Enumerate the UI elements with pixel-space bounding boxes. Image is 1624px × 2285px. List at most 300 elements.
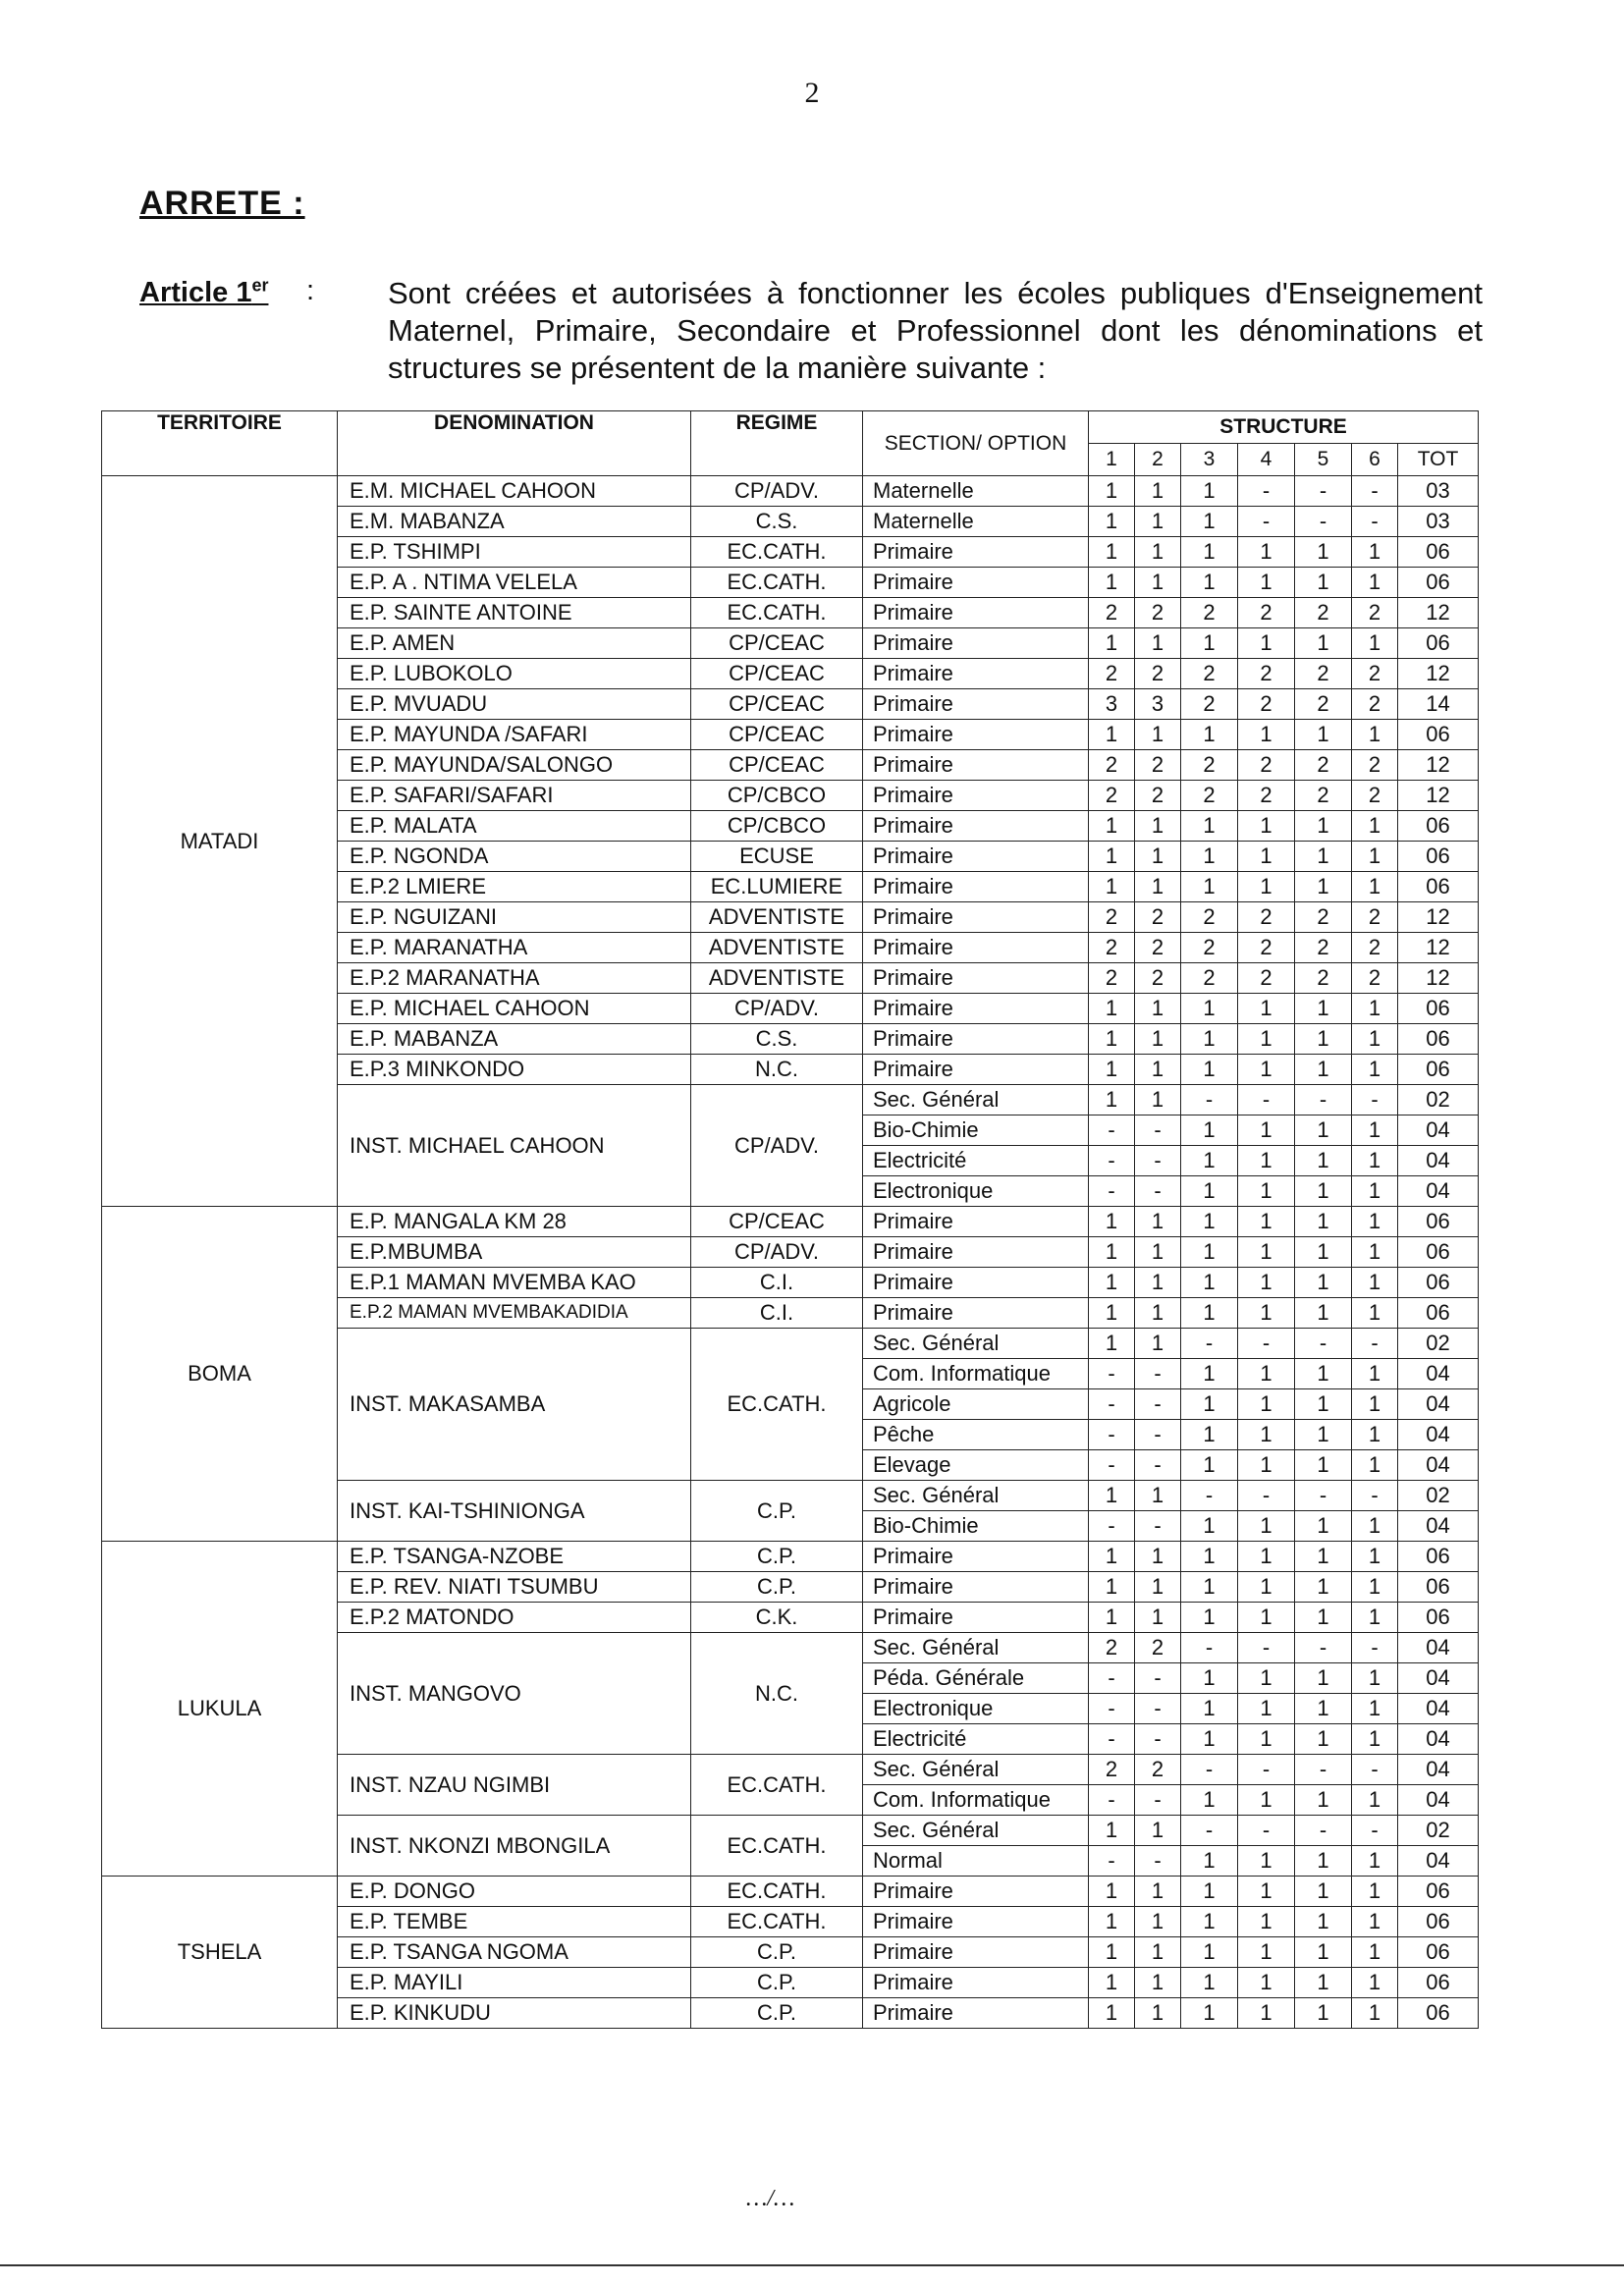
structure-year-cell: - [1295,1085,1352,1115]
structure-year-cell: 2 [1135,933,1181,963]
structure-year-cell: 1 [1089,1572,1135,1603]
structure-year-cell: 1 [1352,1846,1398,1877]
structure-year-cell: 1 [1238,1998,1295,2029]
school-name-cell: E.P. TSHIMPI [338,537,691,568]
structure-year-cell: 1 [1181,1055,1238,1085]
regime-cell: EC.CATH. [691,1329,863,1481]
table-row [102,1877,1479,1907]
total-cell: 06 [1398,568,1479,598]
section-option-cell: Electronique [863,1694,1089,1724]
structure-year-cell: 1 [1135,476,1181,507]
structure-year-cell: 1 [1181,537,1238,568]
structure-year-cell: 2 [1135,659,1181,689]
structure-year-cell: 1 [1181,1937,1238,1968]
structure-year-cell: 2 [1352,659,1398,689]
structure-year-cell: 1 [1352,1024,1398,1055]
structure-year-cell: 1 [1181,1694,1238,1724]
structure-year-cell: 1 [1181,1846,1238,1877]
structure-year-cell: 2 [1352,750,1398,781]
structure-year-cell: 1 [1181,872,1238,902]
structure-year-cell: 1 [1089,1907,1135,1937]
structure-year-cell: 1 [1238,568,1295,598]
header-year-5: 5 [1295,444,1352,476]
school-name-cell: INST. NKONZI MBONGILA [338,1816,691,1877]
section-option-cell: Primaire [863,811,1089,842]
regime-cell: CP/CEAC [691,750,863,781]
total-cell: 06 [1398,628,1479,659]
structure-year-cell: 1 [1089,994,1135,1024]
structure-year-cell: - [1352,476,1398,507]
structure-year-cell: 1 [1352,1877,1398,1907]
total-cell: 03 [1398,476,1479,507]
structure-year-cell: 1 [1089,842,1135,872]
structure-year-cell: 1 [1135,1055,1181,1085]
school-name-cell: INST. MAKASAMBA [338,1329,691,1481]
section-option-cell: Primaire [863,537,1089,568]
total-cell: 06 [1398,720,1479,750]
total-cell: 04 [1398,1420,1479,1450]
school-name-cell: E.P. DONGO [338,1877,691,1907]
structure-year-cell: - [1135,1389,1181,1420]
regime-cell: EC.CATH. [691,598,863,628]
header-year-2: 2 [1135,444,1181,476]
structure-year-cell: 1 [1238,1207,1295,1237]
structure-year-cell: 1 [1238,1603,1295,1633]
structure-year-cell: - [1089,1785,1135,1816]
structure-year-cell: 1 [1238,1268,1295,1298]
structure-year-cell: - [1238,1816,1295,1846]
header-territoire: TERRITOIRE [102,411,338,476]
structure-year-cell: 2 [1181,781,1238,811]
header-year-1: 1 [1089,444,1135,476]
structure-year-cell: 1 [1295,1389,1352,1420]
regime-cell: CP/ADV. [691,476,863,507]
structure-year-cell: 2 [1181,659,1238,689]
structure-year-cell: 1 [1089,1207,1135,1237]
structure-year-cell: 1 [1135,1329,1181,1359]
regime-cell: EC.CATH. [691,568,863,598]
structure-year-cell: 1 [1089,1237,1135,1268]
structure-year-cell: 1 [1181,842,1238,872]
structure-year-cell: 1 [1352,1298,1398,1329]
structure-year-cell: 1 [1181,1572,1238,1603]
structure-year-cell: 1 [1089,1998,1135,2029]
structure-year-cell: 2 [1181,598,1238,628]
structure-year-cell: 1 [1089,1085,1135,1115]
school-name-cell: E.P. MABANZA [338,1024,691,1055]
total-cell: 12 [1398,933,1479,963]
structure-year-cell: 2 [1238,659,1295,689]
structure-year-cell: 1 [1238,720,1295,750]
total-cell: 06 [1398,1968,1479,1998]
header-total: TOT [1398,444,1479,476]
school-name-cell: E.P.2 LMIERE [338,872,691,902]
total-cell: 06 [1398,1237,1479,1268]
structure-year-cell: - [1295,1816,1352,1846]
structure-year-cell: 1 [1238,872,1295,902]
structure-year-cell: 1 [1352,1176,1398,1207]
structure-year-cell: 1 [1089,1877,1135,1907]
school-name-cell: E.P. A . NTIMA VELELA [338,568,691,598]
structure-year-cell: - [1352,1329,1398,1359]
section-option-cell: Primaire [863,872,1089,902]
structure-year-cell: 1 [1352,1389,1398,1420]
structure-year-cell: 1 [1238,1907,1295,1937]
structure-year-cell: 1 [1135,568,1181,598]
structure-year-cell: - [1181,1481,1238,1511]
structure-year-cell: 1 [1181,1907,1238,1937]
structure-year-cell: 1 [1352,1572,1398,1603]
structure-year-cell: 1 [1295,1542,1352,1572]
regime-cell: ADVENTISTE [691,963,863,994]
regime-cell: CP/CEAC [691,720,863,750]
structure-year-cell: 1 [1181,1024,1238,1055]
structure-year-cell: 2 [1135,1633,1181,1663]
structure-year-cell: 2 [1089,963,1135,994]
section-option-cell: Primaire [863,994,1089,1024]
total-cell: 06 [1398,1603,1479,1633]
structure-year-cell: 1 [1181,1420,1238,1450]
structure-year-cell: 1 [1135,1907,1181,1937]
structure-year-cell: - [1135,1663,1181,1694]
total-cell: 04 [1398,1633,1479,1663]
structure-year-cell: 1 [1089,1816,1135,1846]
structure-year-cell: 1 [1135,1572,1181,1603]
structure-year-cell: 1 [1089,1024,1135,1055]
structure-year-cell: 1 [1181,628,1238,659]
section-option-cell: Primaire [863,628,1089,659]
structure-year-cell: - [1089,1359,1135,1389]
structure-year-cell: 1 [1352,720,1398,750]
section-option-cell: Sec. Général [863,1481,1089,1511]
structure-year-cell: - [1238,507,1295,537]
regime-cell: EC.CATH. [691,537,863,568]
total-cell: 04 [1398,1359,1479,1389]
total-cell: 06 [1398,1024,1479,1055]
structure-year-cell: 2 [1352,781,1398,811]
section-option-cell: Sec. Général [863,1085,1089,1115]
total-cell: 04 [1398,1785,1479,1816]
section-option-cell: Primaire [863,568,1089,598]
structure-year-cell: 1 [1181,1176,1238,1207]
school-name-cell: E.P. TSANGA NGOMA [338,1937,691,1968]
structure-year-cell: - [1135,1694,1181,1724]
school-name-cell: E.P.2 MATONDO [338,1603,691,1633]
structure-year-cell: 2 [1238,689,1295,720]
school-name-cell: E.P. MAYUNDA/SALONGO [338,750,691,781]
structure-year-cell: 2 [1352,598,1398,628]
structure-year-cell: 1 [1295,1724,1352,1755]
total-cell: 04 [1398,1694,1479,1724]
structure-year-cell: - [1352,1633,1398,1663]
school-name-cell: E.P. NGONDA [338,842,691,872]
structure-year-cell: 1 [1089,1481,1135,1511]
total-cell: 06 [1398,994,1479,1024]
section-option-cell: Primaire [863,750,1089,781]
school-name-cell: E.P.2 MARANATHA [338,963,691,994]
regime-cell: C.P. [691,1542,863,1572]
structure-year-cell: 1 [1181,1724,1238,1755]
structure-year-cell: 1 [1352,628,1398,659]
structure-year-cell: 1 [1135,1968,1181,1998]
article-colon: : [306,275,315,306]
regime-cell: CP/CEAC [691,659,863,689]
structure-year-cell: 1 [1295,1024,1352,1055]
school-name-cell: E.M. MICHAEL CAHOON [338,476,691,507]
section-option-cell: Electricité [863,1146,1089,1176]
structure-year-cell: - [1181,1633,1238,1663]
total-cell: 02 [1398,1329,1479,1359]
school-name-cell: E.P. LUBOKOLO [338,659,691,689]
structure-year-cell: 2 [1135,750,1181,781]
structure-year-cell: 1 [1238,1237,1295,1268]
school-name-cell: INST. KAI-TSHINIONGA [338,1481,691,1542]
structure-year-cell: - [1295,476,1352,507]
table-header [102,411,1479,476]
structure-year-cell: - [1089,1694,1135,1724]
section-option-cell: Maternelle [863,507,1089,537]
structure-year-cell: 1 [1295,811,1352,842]
structure-year-cell: 2 [1135,963,1181,994]
section-option-cell: Sec. Général [863,1755,1089,1785]
structure-year-cell: 1 [1135,1085,1181,1115]
structure-year-cell: 1 [1181,1146,1238,1176]
total-cell: 14 [1398,689,1479,720]
regime-cell: CP/ADV. [691,994,863,1024]
structure-year-cell: - [1181,1085,1238,1115]
structure-year-cell: 2 [1295,689,1352,720]
table-row [102,1542,1479,1572]
total-cell: 04 [1398,1663,1479,1694]
regime-cell: C.S. [691,1024,863,1055]
structure-year-cell: 1 [1135,1542,1181,1572]
structure-year-cell: 1 [1295,1511,1352,1542]
structure-year-cell: 1 [1135,1298,1181,1329]
header-year-4: 4 [1238,444,1295,476]
structure-year-cell: 1 [1181,1389,1238,1420]
structure-year-cell: 1 [1135,1998,1181,2029]
structure-year-cell: 1 [1181,476,1238,507]
structure-year-cell: 2 [1238,963,1295,994]
structure-year-cell: 1 [1238,842,1295,872]
structure-year-cell: 1 [1181,568,1238,598]
structure-year-cell: - [1181,1329,1238,1359]
structure-year-cell: 1 [1352,1055,1398,1085]
structure-year-cell: 1 [1181,1968,1238,1998]
structure-year-cell: 1 [1352,1207,1398,1237]
regime-cell: C.S. [691,507,863,537]
structure-year-cell: 1 [1238,1937,1295,1968]
structure-year-cell: 1 [1352,1937,1398,1968]
structure-year-cell: 1 [1181,1237,1238,1268]
structure-year-cell: - [1089,1176,1135,1207]
structure-year-cell: 1 [1135,872,1181,902]
total-cell: 04 [1398,1846,1479,1877]
article-label-text: Article 1 [139,276,252,308]
structure-year-cell: 1 [1295,994,1352,1024]
structure-year-cell: - [1295,507,1352,537]
structure-year-cell: 1 [1181,1298,1238,1329]
total-cell: 06 [1398,872,1479,902]
school-name-cell: E.P. TSANGA-NZOBE [338,1542,691,1572]
section-option-cell: Electricité [863,1724,1089,1755]
section-option-cell: Agricole [863,1389,1089,1420]
school-name-cell: INST. NZAU NGIMBI [338,1755,691,1816]
total-cell: 06 [1398,537,1479,568]
structure-year-cell: 1 [1295,1359,1352,1389]
structure-year-cell: 1 [1135,842,1181,872]
structure-year-cell: 2 [1135,1755,1181,1785]
regime-cell: C.P. [691,1968,863,1998]
total-cell: 03 [1398,507,1479,537]
structure-year-cell: 1 [1352,568,1398,598]
structure-year-cell: 1 [1089,811,1135,842]
section-option-cell: Primaire [863,1207,1089,1237]
structure-year-cell: 1 [1135,1937,1181,1968]
schools-structure-table [101,410,1479,2029]
regime-cell: C.I. [691,1268,863,1298]
structure-year-cell: 1 [1352,1450,1398,1481]
structure-year-cell: 3 [1135,689,1181,720]
structure-year-cell: 1 [1135,1268,1181,1298]
school-name-cell: E.P.3 MINKONDO [338,1055,691,1085]
structure-year-cell: 1 [1089,872,1135,902]
section-option-cell: Primaire [863,1998,1089,2029]
structure-year-cell: - [1135,1420,1181,1450]
section-option-cell: Electronique [863,1176,1089,1207]
structure-year-cell: 1 [1135,507,1181,537]
structure-year-cell: 2 [1135,598,1181,628]
structure-year-cell: 1 [1089,1298,1135,1329]
regime-cell: ADVENTISTE [691,902,863,933]
total-cell: 12 [1398,659,1479,689]
section-option-cell: Sec. Général [863,1633,1089,1663]
structure-year-cell: 1 [1295,1176,1352,1207]
total-cell: 06 [1398,1907,1479,1937]
structure-year-cell: 1 [1295,872,1352,902]
section-option-cell: Com. Informatique [863,1785,1089,1816]
structure-year-cell: 1 [1238,1055,1295,1085]
total-cell: 04 [1398,1724,1479,1755]
school-name-cell: E.P.MBUMBA [338,1237,691,1268]
structure-year-cell: - [1352,1085,1398,1115]
regime-cell: EC.CATH. [691,1877,863,1907]
structure-year-cell: 2 [1352,933,1398,963]
total-cell: 06 [1398,1298,1479,1329]
structure-year-cell: 1 [1089,1268,1135,1298]
structure-year-cell: 1 [1295,1694,1352,1724]
total-cell: 04 [1398,1450,1479,1481]
structure-year-cell: - [1089,1146,1135,1176]
regime-cell: EC.CATH. [691,1907,863,1937]
article-label-sup: er [251,275,269,295]
total-cell: 06 [1398,1542,1479,1572]
regime-cell: C.P. [691,1481,863,1542]
structure-year-cell: - [1238,1633,1295,1663]
structure-year-cell: - [1238,1481,1295,1511]
structure-year-cell: 2 [1181,902,1238,933]
structure-year-cell: - [1089,1663,1135,1694]
section-option-cell: Primaire [863,1877,1089,1907]
structure-year-cell: 1 [1238,1420,1295,1450]
total-cell: 06 [1398,1998,1479,2029]
structure-year-cell: - [1238,1085,1295,1115]
section-option-cell: Primaire [863,842,1089,872]
header-section-option: SECTION/ OPTION [863,411,1089,476]
regime-cell: ADVENTISTE [691,933,863,963]
structure-year-cell: - [1089,1450,1135,1481]
section-option-cell: Maternelle [863,476,1089,507]
section-option-cell: Primaire [863,598,1089,628]
section-option-cell: Primaire [863,933,1089,963]
structure-year-cell: 2 [1295,963,1352,994]
structure-year-cell: - [1238,1755,1295,1785]
structure-year-cell: 1 [1089,1329,1135,1359]
table-body [102,476,1479,2029]
regime-cell: CP/CBCO [691,811,863,842]
decree-heading: ARRETE : [139,185,305,222]
structure-year-cell: 1 [1238,811,1295,842]
school-name-cell: E.P. SAFARI/SAFARI [338,781,691,811]
total-cell: 06 [1398,811,1479,842]
structure-year-cell: - [1135,1450,1181,1481]
structure-year-cell: 1 [1238,1450,1295,1481]
structure-year-cell: 1 [1181,720,1238,750]
school-name-cell: E.P. REV. NIATI TSUMBU [338,1572,691,1603]
structure-year-cell: 2 [1089,933,1135,963]
structure-year-cell: 1 [1135,1603,1181,1633]
structure-year-cell: 1 [1352,1907,1398,1937]
structure-year-cell: 2 [1181,933,1238,963]
total-cell: 04 [1398,1389,1479,1420]
section-option-cell: Primaire [863,902,1089,933]
section-option-cell: Primaire [863,1572,1089,1603]
structure-year-cell: 1 [1295,1937,1352,1968]
structure-year-cell: 1 [1352,1237,1398,1268]
structure-year-cell: 2 [1238,750,1295,781]
section-option-cell: Sec. Général [863,1816,1089,1846]
structure-year-cell: 1 [1135,1877,1181,1907]
page-number: 2 [804,77,820,109]
section-option-cell: Primaire [863,1937,1089,1968]
structure-year-cell: 1 [1352,994,1398,1024]
regime-cell: N.C. [691,1633,863,1755]
structure-year-cell: 1 [1089,1055,1135,1085]
structure-year-cell: 1 [1238,1115,1295,1146]
structure-year-cell: - [1089,1511,1135,1542]
school-name-cell: E.P. NGUIZANI [338,902,691,933]
structure-year-cell: 2 [1181,689,1238,720]
structure-year-cell: - [1135,1359,1181,1389]
structure-year-cell: 1 [1352,1268,1398,1298]
structure-year-cell: 1 [1135,720,1181,750]
table-row [102,1207,1479,1237]
total-cell: 12 [1398,963,1479,994]
structure-year-cell: 1 [1181,1268,1238,1298]
structure-year-cell: 1 [1295,1207,1352,1237]
regime-cell: C.P. [691,1572,863,1603]
structure-year-cell: 1 [1352,1542,1398,1572]
school-name-cell: E.P. TEMBE [338,1907,691,1937]
structure-year-cell: - [1181,1755,1238,1785]
total-cell: 04 [1398,1115,1479,1146]
structure-year-cell: - [1135,1146,1181,1176]
structure-year-cell: 2 [1089,902,1135,933]
structure-year-cell: 3 [1089,689,1135,720]
structure-year-cell: 2 [1089,659,1135,689]
structure-year-cell: 1 [1352,1663,1398,1694]
total-cell: 06 [1398,1572,1479,1603]
